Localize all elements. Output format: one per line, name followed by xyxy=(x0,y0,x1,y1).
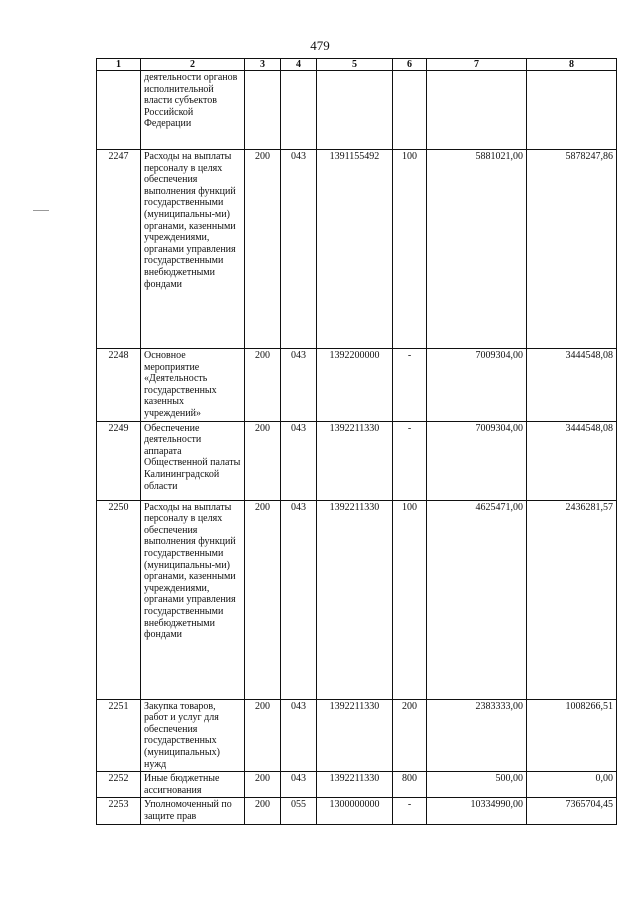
planned-amount xyxy=(427,71,527,150)
column-header: 7 xyxy=(427,59,527,71)
target-article: 1392200000 xyxy=(317,349,393,422)
section-code: 043 xyxy=(281,699,317,772)
expense-name: Обеспечение деятельности аппарата Общественной палаты Калининградской области xyxy=(141,421,245,500)
table-row xyxy=(97,500,617,699)
section-code: 043 xyxy=(281,421,317,500)
expense-name: Расходы на выплаты персоналу в целях обеспечения выполнения функций государственными (муниципальны-ми) органами, казенными учреждениями, органами управления государственными внебюджетными фондами xyxy=(141,500,245,699)
ministry-code: 200 xyxy=(245,772,281,798)
row-number: 2251 xyxy=(97,699,141,772)
column-header: 4 xyxy=(281,59,317,71)
expense-type: 100 xyxy=(393,150,427,349)
column-header: 6 xyxy=(393,59,427,71)
executed-amount: 0,00 xyxy=(527,772,617,798)
target-article xyxy=(317,71,393,150)
ministry-code: 200 xyxy=(245,500,281,699)
expense-name: Расходы на выплаты персоналу в целях обеспечения выполнения функций государственными (муниципальны-ми) органами, казенными учреждениями, органами управления государственными внебюджетными фондами xyxy=(141,150,245,349)
table-row xyxy=(97,699,617,772)
expense-name: Закупка товаров, работ и услуг для обеспечения государственных (муниципальных) нужд xyxy=(141,699,245,772)
planned-amount: 2383333,00 xyxy=(427,699,527,772)
scan-artifact-line xyxy=(33,210,49,211)
table-row xyxy=(97,772,617,798)
header-row xyxy=(97,59,617,71)
ministry-code: 200 xyxy=(245,699,281,772)
executed-amount: 2436281,57 xyxy=(527,500,617,699)
expense-type: 200 xyxy=(393,699,427,772)
ministry-code: 200 xyxy=(245,150,281,349)
expense-type: 800 xyxy=(393,772,427,798)
ministry-code: 200 xyxy=(245,421,281,500)
column-header: 5 xyxy=(317,59,393,71)
executed-amount xyxy=(527,71,617,150)
target-article: 1392211330 xyxy=(317,421,393,500)
section-code: 043 xyxy=(281,150,317,349)
planned-amount: 7009304,00 xyxy=(427,349,527,422)
column-header: 3 xyxy=(245,59,281,71)
executed-amount: 7365704,45 xyxy=(527,798,617,824)
page-number: 479 xyxy=(310,38,330,53)
target-article: 1392211330 xyxy=(317,500,393,699)
expense-type: - xyxy=(393,421,427,500)
section-code: 043 xyxy=(281,500,317,699)
expense-name: деятельности органов исполнительной власти субъектов Российской Федерации xyxy=(141,71,245,150)
ministry-code xyxy=(245,71,281,150)
planned-amount: 5881021,00 xyxy=(427,150,527,349)
row-number: 2248 xyxy=(97,349,141,422)
target-article: 1392211330 xyxy=(317,772,393,798)
expense-name: Уполномоченный по защите прав xyxy=(141,798,245,824)
budget-table xyxy=(96,58,617,825)
target-article: 1300000000 xyxy=(317,798,393,824)
table-row xyxy=(97,421,617,500)
table-row xyxy=(97,150,617,349)
column-header: 1 xyxy=(97,59,141,71)
expense-type: - xyxy=(393,349,427,422)
column-header: 8 xyxy=(527,59,617,71)
section-code: 055 xyxy=(281,798,317,824)
expense-type xyxy=(393,71,427,150)
ministry-code: 200 xyxy=(245,349,281,422)
row-number: 2247 xyxy=(97,150,141,349)
planned-amount: 4625471,00 xyxy=(427,500,527,699)
expense-type: 100 xyxy=(393,500,427,699)
target-article: 1392211330 xyxy=(317,699,393,772)
executed-amount: 1008266,51 xyxy=(527,699,617,772)
table-row xyxy=(97,798,617,824)
expense-name: Иные бюджетные ассигнования xyxy=(141,772,245,798)
column-header: 2 xyxy=(141,59,245,71)
table-row xyxy=(97,349,617,422)
expense-name: Основное мероприятие «Деятельность государственных казенных учреждений» xyxy=(141,349,245,422)
planned-amount: 500,00 xyxy=(427,772,527,798)
ministry-code: 200 xyxy=(245,798,281,824)
section-code: 043 xyxy=(281,349,317,422)
table-row xyxy=(97,71,617,150)
row-number: 2253 xyxy=(97,798,141,824)
executed-amount: 3444548,08 xyxy=(527,349,617,422)
section-code: 043 xyxy=(281,772,317,798)
expense-type: - xyxy=(393,798,427,824)
row-number: 2250 xyxy=(97,500,141,699)
section-code xyxy=(281,71,317,150)
executed-amount: 5878247,86 xyxy=(527,150,617,349)
row-number: 2252 xyxy=(97,772,141,798)
planned-amount: 7009304,00 xyxy=(427,421,527,500)
target-article: 1391155492 xyxy=(317,150,393,349)
executed-amount: 3444548,08 xyxy=(527,421,617,500)
row-number: 2249 xyxy=(97,421,141,500)
planned-amount: 10334990,00 xyxy=(427,798,527,824)
row-number xyxy=(97,71,141,150)
